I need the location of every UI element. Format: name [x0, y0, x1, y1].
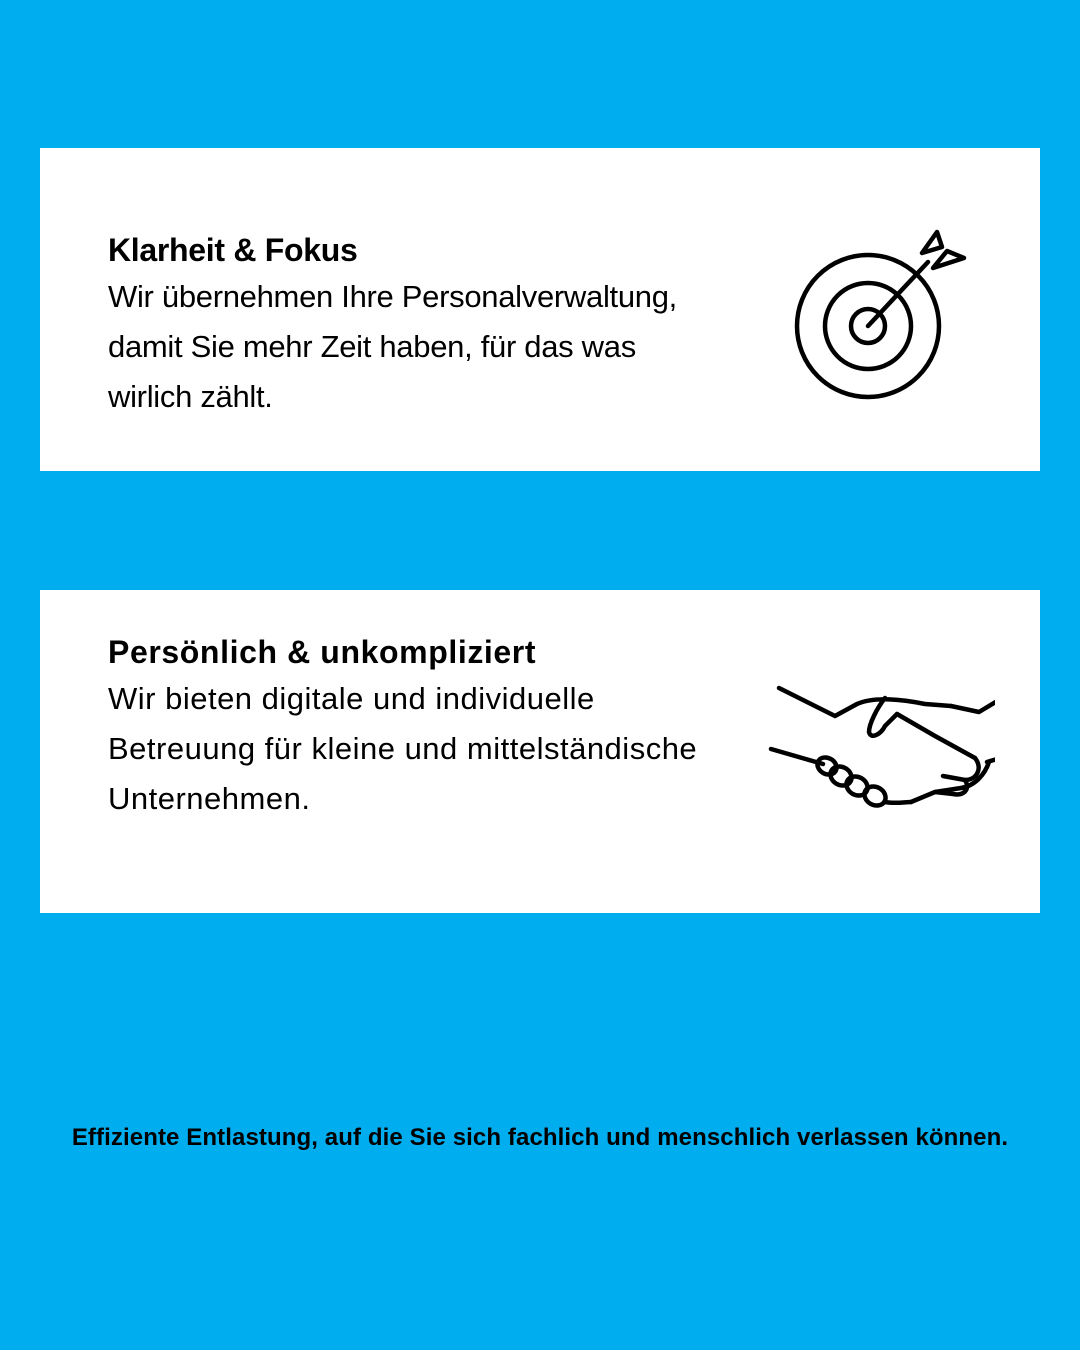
card-body-line: Unternehmen. — [108, 781, 311, 816]
card-body-line: Wir übernehmen Ihre Personalverwaltung, — [108, 279, 677, 314]
card-title: Persönlich & unkompliziert — [108, 634, 537, 670]
target-icon — [790, 226, 970, 406]
card-title: Klarheit & Fokus — [108, 232, 358, 268]
card-clarity-focus — [40, 148, 1040, 471]
card-personal-uncomplicated — [40, 590, 1040, 913]
card-body-line: damit Sie mehr Zeit haben, für das was — [108, 329, 636, 364]
card-body-line: Betreuung für kleine und mittelständische — [108, 731, 698, 766]
card-body-line: Wir bieten digitale und individuelle — [108, 681, 595, 716]
card-text — [108, 228, 768, 422]
handshake-icon — [765, 678, 995, 818]
card-body-line: wirlich zählt. — [108, 379, 273, 414]
tagline: Effiziente Entlastung, auf die Sie sich fachlich und menschlich verlassen können. — [71, 1124, 1009, 1151]
card-text — [108, 630, 768, 824]
